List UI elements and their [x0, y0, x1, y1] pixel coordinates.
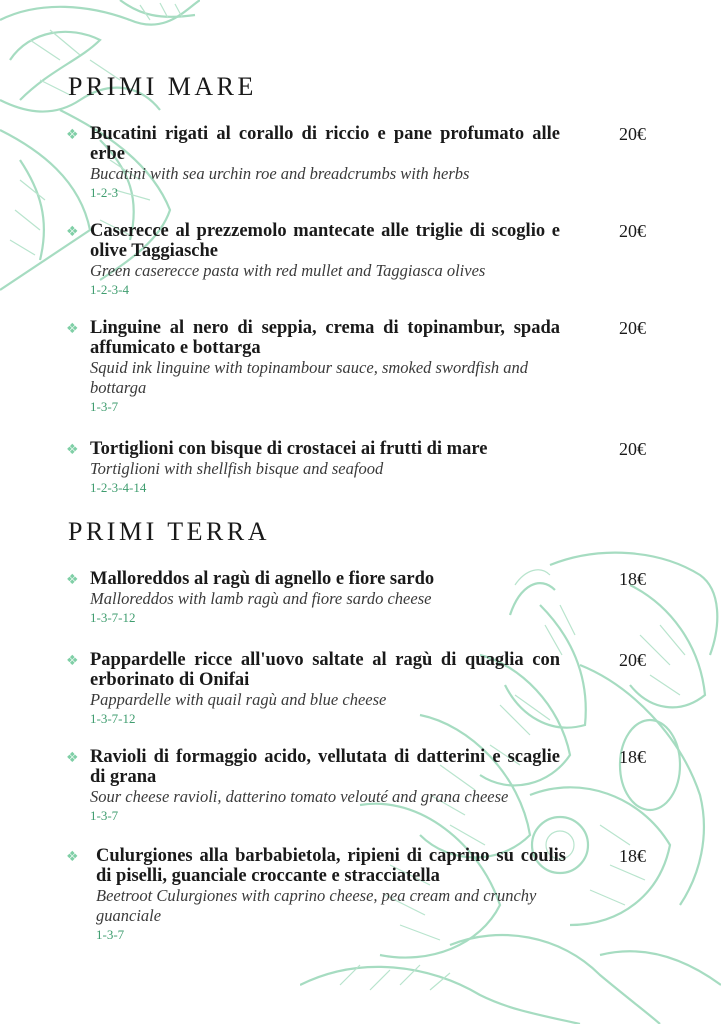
menu-item [66, 650, 646, 728]
dish-price: 20€ [619, 650, 646, 670]
dish-price: 18€ [619, 569, 646, 589]
dish-allergens: 1-2-3 [90, 185, 119, 200]
dish-name: Tortiglioni con bisque di crostacei ai frutti di mare [90, 439, 488, 459]
dish-name: Ravioli di formaggio acido, vellutata di datterini e scaglie di grana [90, 747, 560, 787]
dish-allergens: 1-2-3-4-14 [90, 480, 147, 495]
diamond-bullet-icon: ❖ [66, 653, 79, 669]
section-title-primi-terra: PRIMI TERRA [68, 517, 270, 546]
dish-allergens: 1-3-7 [96, 927, 125, 942]
menu-item [66, 124, 646, 202]
dish-description: Sour cheese ravioli, datterino tomato velouté and grana cheese [90, 787, 509, 806]
dish-allergens: 1-3-7 [90, 808, 119, 823]
dish-description: Bucatini with sea urchin roe and breadcrumbs with herbs [90, 164, 470, 183]
dish-price: 20€ [619, 318, 646, 338]
dish-price: 20€ [619, 439, 646, 459]
section-title-primi-mare: PRIMI MARE [68, 72, 257, 101]
dish-allergens: 1-3-7 [90, 399, 119, 414]
dish-description: Beetroot Culurgiones with caprino cheese, pea cream and crunchy guanciale [96, 886, 537, 925]
dish-name: Pappardelle ricce all'uovo saltate al ragù di quaglia con erborinato di Onifai [90, 650, 560, 690]
dish-name: Malloreddos al ragù di agnello e fiore sardo [90, 569, 435, 589]
dish-description: Squid ink linguine with topinambour sauce, smoked swordfish and bottarga [90, 358, 528, 397]
dish-description: Green caserecce pasta with red mullet and Taggiasca olives [90, 261, 486, 280]
dish-allergens: 1-2-3-4 [90, 282, 129, 297]
dish-name: Bucatini rigati al corallo di riccio e pane profumato alle erbe [90, 124, 560, 164]
diamond-bullet-icon: ❖ [66, 572, 79, 588]
diamond-bullet-icon: ❖ [66, 750, 79, 766]
diamond-bullet-icon: ❖ [66, 849, 79, 865]
dish-name: Caserecce al prezzemolo mantecate alle triglie di scoglio e olive Taggiasche [90, 221, 560, 261]
dish-description: Tortiglioni with shellfish bisque and seafood [90, 459, 384, 478]
dish-allergens: 1-3-7-12 [90, 711, 136, 726]
dish-price: 20€ [619, 221, 646, 241]
dish-description: Pappardelle with quail ragù and blue cheese [90, 690, 387, 709]
menu-item [66, 221, 646, 299]
menu-item [66, 569, 646, 627]
dish-name: Culurgiones alla barbabietola, ripieni di caprino su coulis di piselli, guanciale croccante e stracciatella [96, 846, 566, 886]
menu-item [66, 318, 646, 416]
menu-item [66, 747, 646, 825]
dish-allergens: 1-3-7-12 [90, 610, 136, 625]
menu-item [66, 439, 646, 497]
diamond-bullet-icon: ❖ [66, 127, 79, 143]
diamond-bullet-icon: ❖ [66, 442, 79, 458]
dish-price: 20€ [619, 124, 646, 144]
dish-price: 18€ [619, 846, 646, 866]
diamond-bullet-icon: ❖ [66, 224, 79, 240]
dish-name: Linguine al nero di seppia, crema di topinambur, spada affumicato e bottarga [90, 318, 560, 358]
menu-item [66, 846, 646, 944]
dish-price: 18€ [619, 747, 646, 767]
diamond-bullet-icon: ❖ [66, 321, 79, 337]
dish-description: Malloreddos with lamb ragù and fiore sardo cheese [90, 589, 432, 608]
